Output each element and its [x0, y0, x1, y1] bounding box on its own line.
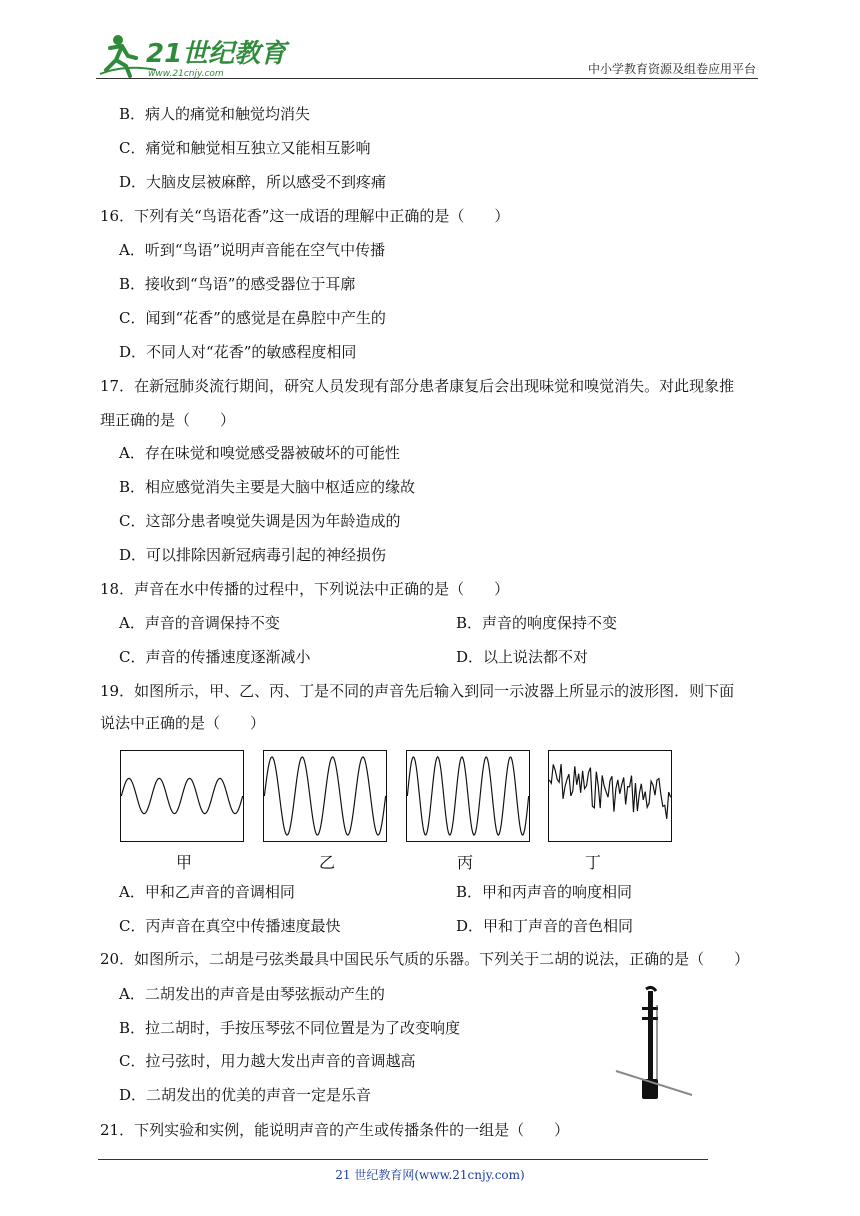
label-ding: 丁: [585, 853, 602, 872]
q16-option-d: D．不同人对“花香”的敏感程度相同: [119, 343, 357, 361]
q20-option-c: C．拉弓弦时，用力越大发出声音的音调越高: [119, 1052, 416, 1070]
q15-option-b: B．病人的痛觉和触觉均消失: [119, 105, 311, 123]
q18-option-d: D．以上说法都不对: [456, 648, 589, 666]
q15-option-c: C．痛觉和触觉相互独立又能相互影响: [119, 139, 371, 157]
q18-option-c: C．声音的传播速度逐渐减小: [119, 648, 311, 666]
q19-option-a: A．甲和乙声音的音调相同: [119, 883, 295, 901]
header-divider: [96, 78, 758, 79]
q19-stem-line1: 19．如图所示，甲、乙、丙、丁是不同的声音先后输入到同一示波器上所显示的波形图．则下面: [100, 682, 735, 700]
label-bing: 丙: [457, 853, 474, 872]
platform-name: 中小学教育资源及组卷应用平台: [587, 62, 756, 76]
waveform-ding: [548, 750, 672, 842]
q17-stem-line1: 17．在新冠肺炎流行期间，研究人员发现有部分患者康复后会出现味觉和嗅觉消失。对此现象推: [100, 377, 735, 395]
q21-stem: 21．下列实验和实例，能说明声音的产生或传播条件的一组是（ ）: [100, 1121, 570, 1139]
q20-option-d: D．二胡发出的优美的声音一定是乐音: [119, 1086, 372, 1104]
erhu-icon: [616, 987, 692, 1099]
q17-option-a: A．存在味觉和嗅觉感受器被破坏的可能性: [119, 444, 400, 462]
q16-stem: 16．下列有关“鸟语花香”这一成语的理解中正确的是（ ）: [100, 207, 510, 225]
q20-stem: 20．如图所示，二胡是弓弦类最具中国民乐气质的乐器。下列关于二胡的说法，正确的是（ ）: [100, 950, 750, 968]
page-header: [96, 30, 756, 80]
q15-option-d: D．大脑皮层被麻醉，所以感受不到疼痛: [119, 173, 387, 191]
label-yi: 乙: [319, 853, 336, 872]
label-jia: 甲: [176, 853, 193, 872]
footer-divider: [98, 1159, 708, 1160]
q19-option-c: C．丙声音在真空中传播速度最快: [119, 917, 341, 935]
q20-option-a: A．二胡发出的声音是由琴弦振动产生的: [119, 985, 385, 1003]
footer-text: 21 世纪教育网(www.21cnjy.com): [335, 1168, 525, 1182]
logo: [96, 30, 296, 80]
q19-stem-line2: 说法中正确的是（ ）: [100, 714, 266, 732]
q16-option-a: A．听到“鸟语”说明声音能在空气中传播: [119, 241, 386, 259]
q17-option-c: C．这部分患者嗅觉失调是因为年龄造成的: [119, 512, 401, 530]
logo-url: www.21cnjy.com: [148, 69, 224, 79]
waveform-jia: [120, 750, 244, 842]
q17-option-d: D．可以排除因新冠病毒引起的神经损伤: [119, 546, 387, 564]
q17-stem-line2: 理正确的是（ ）: [100, 411, 236, 429]
q18-stem: 18．声音在水中传播的过程中，下列说法中正确的是（ ）: [100, 580, 510, 598]
waveform-yi: [263, 750, 387, 842]
erhu-image: [612, 985, 696, 1103]
q18-option-a: A．声音的音调保持不变: [119, 614, 280, 632]
q18-option-b: B．声音的响度保持不变: [456, 614, 618, 632]
q16-option-b: B．接收到“鸟语”的感受器位于耳廓: [119, 275, 356, 293]
q20-option-b: B．拉二胡时，手按压琴弦不同位置是为了改变响度: [119, 1019, 461, 1037]
q17-option-b: B．相应感觉消失主要是大脑中枢适应的缘故: [119, 478, 416, 496]
logo-text: 21世纪教育: [146, 39, 287, 69]
q16-option-c: C．闻到“花香”的感觉是在鼻腔中产生的: [119, 309, 386, 327]
q19-option-b: B．甲和丙声音的响度相同: [456, 883, 633, 901]
q19-option-d: D．甲和丁声音的音色相同: [456, 917, 634, 935]
waveform-bing: [406, 750, 530, 842]
